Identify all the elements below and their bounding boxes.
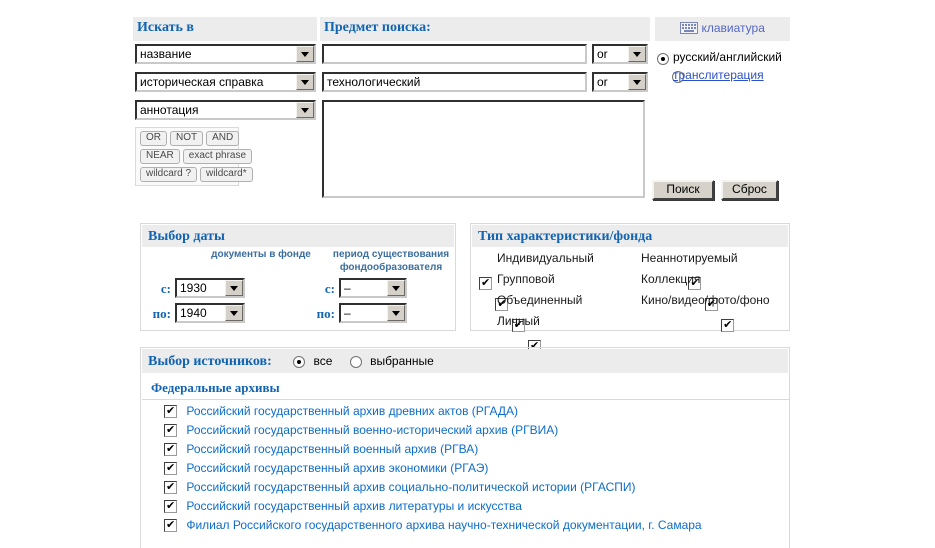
dropdown-arrow-icon[interactable] — [225, 305, 243, 321]
subject-header-strip — [320, 17, 650, 41]
search-in-title: Искать в — [137, 20, 194, 35]
search-in-header-strip — [133, 17, 317, 41]
archive-link-1[interactable]: Российский государственный архив древних актов (РГАДА) — [186, 404, 518, 418]
dropdown-arrow-icon[interactable] — [225, 280, 243, 296]
federal-archives-title: Федеральные архивы — [151, 380, 280, 395]
dropdown-arrow-icon[interactable] — [296, 46, 314, 62]
reset-button[interactable]: Сброс — [721, 180, 778, 200]
date-to-label-1: по: — [152, 306, 171, 321]
operator-near-button[interactable]: NEAR — [140, 149, 180, 164]
sources-section — [140, 347, 790, 548]
date-to-label-2: по: — [316, 306, 335, 321]
subject-textarea[interactable] — [322, 100, 645, 198]
date-from-select-2[interactable] — [339, 278, 407, 298]
connector-select-1[interactable] — [592, 44, 648, 64]
date-from-select-1[interactable] — [175, 278, 245, 298]
search-in-select-3-value: аннотация — [140, 103, 199, 117]
date-section-header — [142, 225, 454, 247]
archive-row — [164, 461, 488, 475]
checkbox-media[interactable] — [721, 319, 734, 332]
archive-checkbox-2[interactable] — [164, 424, 177, 437]
dropdown-arrow-icon[interactable] — [628, 74, 646, 90]
radio-sources-selected-label: выбранные — [370, 354, 434, 368]
checkbox-individual[interactable] — [479, 277, 492, 290]
archive-row — [164, 423, 558, 437]
checkbox-united-label: Объединенный — [497, 293, 583, 307]
dropdown-arrow-icon[interactable] — [387, 305, 405, 321]
radio-sources-all[interactable] — [293, 356, 305, 368]
radio-russian-english-label: русский/английский — [673, 50, 782, 64]
checkbox-group-label: Групповой — [497, 272, 555, 286]
sources-section-title: Выбор источников: — [148, 354, 272, 369]
checkbox-media-label: Кино/видео/фото/фоно — [641, 293, 770, 307]
checkbox-individual-label: Индивидуальный — [497, 251, 594, 265]
date-from-label-1: с: — [160, 281, 171, 296]
keyboard-label: клавиатура — [701, 21, 765, 35]
subject-title: Предмет поиска: — [324, 20, 431, 35]
search-in-select-2[interactable] — [135, 72, 316, 92]
archive-checkbox-1[interactable] — [164, 405, 177, 418]
checkbox-personal-label: Личный — [497, 314, 540, 328]
search-in-select-1[interactable] — [135, 44, 316, 64]
type-section-header — [472, 225, 788, 247]
archive-link-2[interactable]: Российский государственный военно-исторический архив (РГВИА) — [186, 423, 559, 437]
subject-input-2[interactable] — [322, 72, 587, 92]
type-section — [470, 223, 790, 331]
search-in-select-1-value: название — [140, 47, 192, 61]
keyboard-icon — [680, 22, 698, 34]
date-from-select-2-value: – — [344, 281, 351, 295]
date-group-2-label-line2: фондообразователя — [339, 262, 443, 273]
date-from-select-1-value: 1930 — [180, 281, 207, 295]
date-from-label-2: с: — [324, 281, 335, 296]
operators-box — [135, 127, 247, 186]
dropdown-arrow-icon[interactable] — [387, 280, 405, 296]
date-section-title: Выбор даты — [148, 229, 225, 244]
type-section-title: Тип характеристики/фонда — [478, 229, 653, 244]
archive-link-5[interactable]: Российский государственный архив социально-политической истории (РГАСПИ) — [186, 480, 636, 494]
date-to-select-2[interactable] — [339, 303, 407, 323]
archive-link-3[interactable]: Российский государственный военный архив (РГВА) — [186, 442, 479, 456]
operator-not-button[interactable]: NOT — [170, 131, 203, 146]
operator-or-button[interactable]: OR — [140, 131, 167, 146]
radio-sources-all-label: все — [313, 354, 333, 368]
date-group-1-label: документы в фонде — [211, 249, 311, 260]
connector-select-1-value: or — [597, 47, 608, 61]
archive-row — [164, 518, 702, 532]
operator-exact-phrase-button[interactable]: exact phrase — [183, 149, 252, 164]
date-section — [140, 223, 456, 331]
archive-row — [164, 442, 478, 456]
connector-select-2-value: or — [597, 75, 608, 89]
date-group-2-label-line1: период существования — [332, 249, 450, 260]
archive-checkbox-7[interactable] — [164, 519, 177, 532]
date-to-select-2-value: – — [344, 306, 351, 320]
search-button[interactable]: Поиск — [652, 180, 714, 200]
archive-row — [164, 404, 518, 418]
operator-wildcard-q-button[interactable]: wildcard ? — [140, 167, 197, 182]
search-in-select-2-value: историческая справка — [140, 75, 264, 89]
checkbox-unannotated-label: Неаннотируемый — [641, 251, 738, 265]
keyboard-strip — [655, 17, 790, 41]
date-to-select-1[interactable] — [175, 303, 245, 323]
sources-section-header — [142, 349, 788, 373]
connector-select-2[interactable] — [592, 72, 648, 92]
date-to-select-1-value: 1940 — [180, 306, 207, 320]
archive-checkbox-4[interactable] — [164, 462, 177, 475]
subject-input-1[interactable] — [322, 44, 587, 64]
radio-sources-selected[interactable] — [350, 356, 362, 368]
dropdown-arrow-icon[interactable] — [296, 102, 314, 118]
keyboard-link[interactable] — [680, 17, 765, 35]
archive-link-6[interactable]: Российский государственный архив литературы и искусства — [186, 499, 522, 513]
checkbox-collection-label: Коллекция — [641, 272, 701, 286]
archive-checkbox-6[interactable] — [164, 500, 177, 513]
search-in-select-3[interactable] — [135, 100, 316, 120]
archive-checkbox-3[interactable] — [164, 443, 177, 456]
archive-link-7[interactable]: Филиал Российского государственного архива научно-технической документации, г. Самара — [186, 518, 702, 532]
divider — [142, 399, 789, 400]
operator-wildcard-star-button[interactable]: wildcard* — [200, 167, 253, 182]
transliteration-link[interactable]: транслитерация — [673, 68, 764, 82]
dropdown-arrow-icon[interactable] — [628, 46, 646, 62]
archive-checkbox-5[interactable] — [164, 481, 177, 494]
archive-link-4[interactable]: Российский государственный архив экономики (РГАЭ) — [186, 461, 489, 475]
dropdown-arrow-icon[interactable] — [296, 74, 314, 90]
archive-row — [164, 480, 636, 494]
archive-row — [164, 499, 522, 513]
operator-and-button[interactable]: AND — [206, 131, 239, 146]
radio-russian-english[interactable] — [657, 53, 669, 65]
